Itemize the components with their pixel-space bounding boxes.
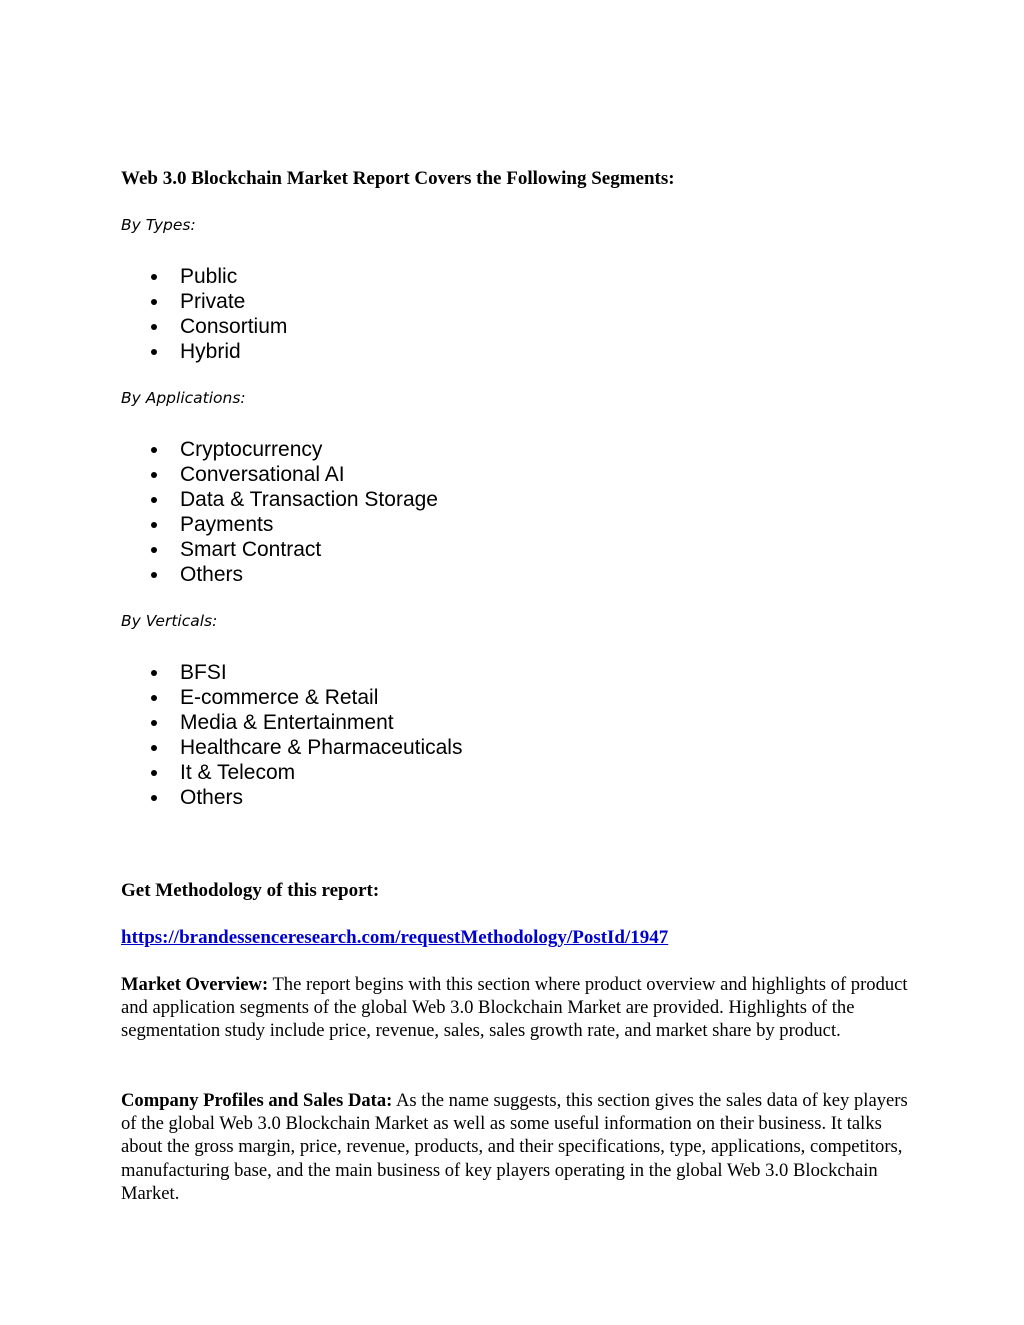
list-item: Smart Contract [121,537,438,562]
company-profiles-paragraph [121,1089,911,1205]
bullet-icon [151,522,157,528]
list-item: Others [121,785,462,810]
bullet-icon [151,670,157,676]
bullet-icon [151,695,157,701]
methodology-link[interactable]: https://brandessenceresearch.com/requestMethodology/PostId/1947 [121,927,669,948]
list-item: Private [121,289,287,314]
market-overview-text: The report begins with this section where product overview and highlights of product and application segments of the global Web 3.0 Blockchain Market are provided. Highlights of the segmentation study include price, revenue, sales, sales growth rate, and market share by product. [121,974,908,1042]
types-label: By Types: [121,216,196,234]
list-item: Payments [121,512,438,537]
bullet-icon [151,324,157,330]
bullet-icon [151,299,157,305]
list-item: Hybrid [121,339,287,364]
segments-heading: Web 3.0 Blockchain Market Report Covers the Following Segments: [121,168,675,189]
bullet-icon [151,349,157,355]
company-profiles-title: Company Profiles and Sales Data: [121,1090,393,1111]
list-item: Consortium [121,314,287,339]
bullet-icon [151,274,157,280]
list-item: Public [121,264,287,289]
bullet-icon [151,770,157,776]
bullet-icon [151,720,157,726]
list-item: Conversational AI [121,462,438,487]
bullet-icon [151,447,157,453]
list-item: Cryptocurrency [121,437,438,462]
company-profiles-text: As the name suggests, this section gives the sales data of key players of the global Web 3.0 Blockchain Market as well as some useful information on their business. It talks about the gross margin, price, revenue, products, and their specifications, type, applications, competitors, manufacturing base, and the main business of key players operating in the global Web 3.0 Blockchain Market. [121,1090,908,1204]
list-item: Data & Transaction Storage [121,487,438,512]
applications-list [121,437,438,587]
applications-label: By Applications: [121,389,246,407]
list-item: E-commerce & Retail [121,685,462,710]
bullet-icon [151,472,157,478]
bullet-icon [151,497,157,503]
list-item: It & Telecom [121,760,462,785]
market-overview-paragraph [121,973,911,1043]
verticals-list [121,660,462,810]
bullet-icon [151,547,157,553]
market-overview-title: Market Overview: [121,974,269,995]
list-item: BFSI [121,660,462,685]
methodology-heading: Get Methodology of this report: [121,880,380,901]
list-item: Media & Entertainment [121,710,462,735]
list-item: Others [121,562,438,587]
types-list [121,264,287,364]
bullet-icon [151,745,157,751]
bullet-icon [151,572,157,578]
verticals-label: By Verticals: [121,612,218,630]
bullet-icon [151,795,157,801]
list-item: Healthcare & Pharmaceuticals [121,735,462,760]
